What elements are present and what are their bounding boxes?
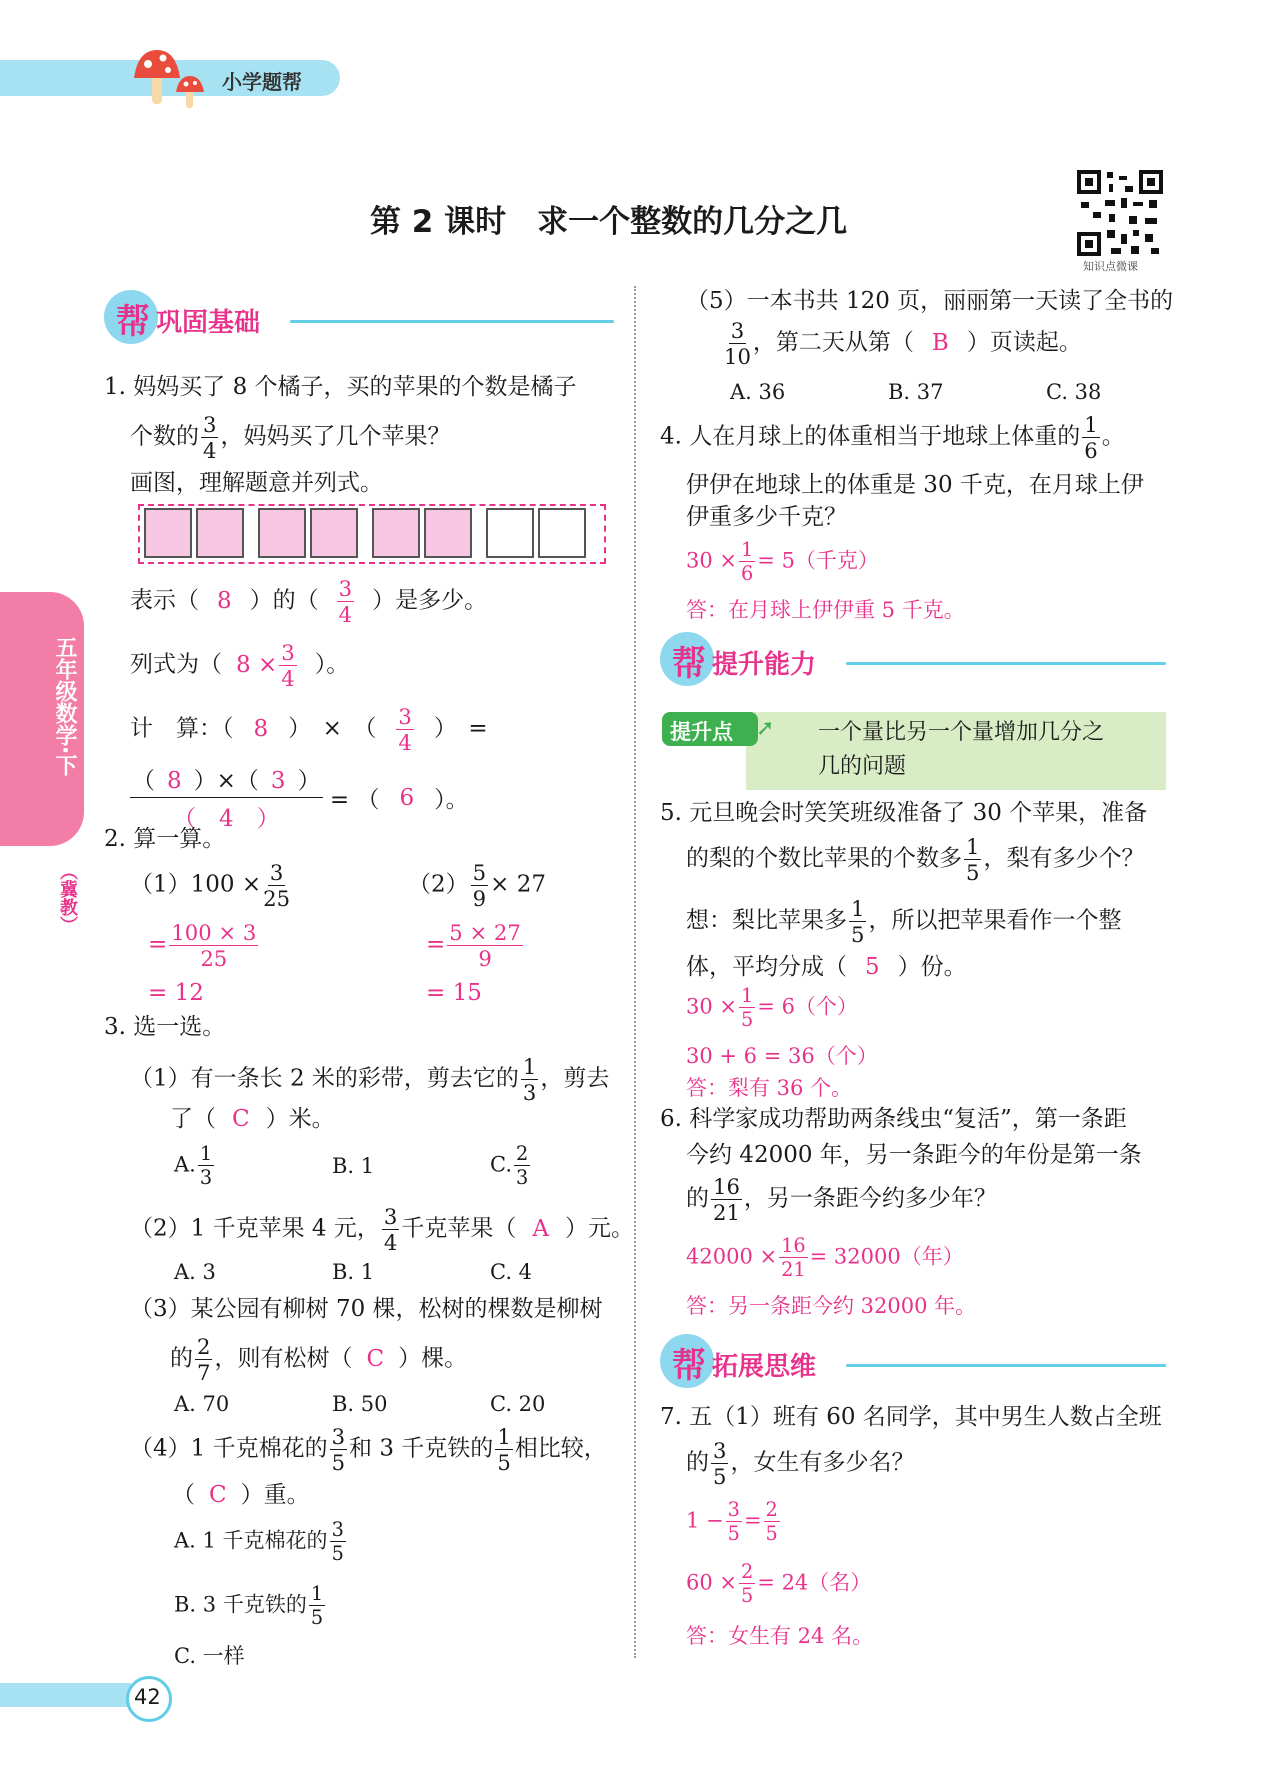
q3-s5-line2: $\frac{3}{10}$ ，第二天从第（ B ）页读起。 (724, 318, 1082, 370)
q6-answer1: 42000 × $\frac{16}{21}$ = 32000（年） (686, 1234, 964, 1282)
q2-part2: （2） $\frac{5}{9}$ × 27 (408, 860, 546, 912)
q3-s5-optA: A. 36 (730, 380, 786, 404)
q6-stem3: 的 $\frac{16}{21}$ ，另一条距今约多少年？ (686, 1174, 997, 1226)
qr-caption: 知识点微课 (1083, 260, 1138, 273)
q3-s4-line1: （4）1 千克棉花的 $\frac{3}{5}$ 和 3 千克铁的 $\frac{1}{5}$ 相比较， (130, 1424, 607, 1476)
q1-stem2: 个数的 $\frac{3}{4}$ ，妈妈买了几个苹果？ (130, 412, 451, 464)
q6-answer2: 答：另一条距今约 32000 年。 (686, 1294, 977, 1318)
q2-part1: （1）100 × $\frac{3}{25}$ (130, 860, 291, 912)
q3-s2-optC: C. 4 (490, 1260, 533, 1284)
q1-row1: 表示（ 8 ）的（ $\frac{3}{4}$ ）是多少。 (130, 576, 488, 628)
q3-s4-optC: C. 一样 (174, 1644, 245, 1668)
q7-answer3: 答：女生有 24 名。 (686, 1624, 874, 1648)
q3-s3-line1: （3）某公园有柳树 70 棵，松树的棵数是柳树 (130, 1296, 603, 1322)
column-divider (634, 286, 636, 1658)
diagram-box (310, 508, 358, 558)
q5-answer2: 30 + 6 = 36（个） (686, 1044, 878, 1068)
q5-stem1: 5. 元旦晚会时笑笑班级准备了 30 个苹果，准备 (660, 800, 1148, 826)
page-title: 第 2 课时 求一个整数的几分之几 (370, 204, 848, 240)
q6-stem1: 6. 科学家成功帮助两条线虫“复活”，第一条距 (660, 1106, 1127, 1132)
qr-code (1075, 168, 1165, 258)
q3-s1-line2: 了（ C ）米。 (170, 1106, 335, 1132)
diagram-box (196, 508, 244, 558)
fraction-diagram (138, 504, 604, 562)
section-extend: 帮 拓展思维 (660, 1334, 1166, 1384)
arrow-icon: ➚ (756, 716, 775, 741)
q3-s4-optB: B. 3 千克铁的 $\frac{1}{5}$ (174, 1582, 324, 1630)
side-tab-text: 五年级数学·下 (52, 636, 77, 777)
q3-s3-optC: C. 20 (490, 1392, 546, 1416)
diagram-box (144, 508, 192, 558)
q5-answer3: 答：梨有 36 个。 (686, 1076, 853, 1100)
q3-s5-optC: C. 38 (1046, 380, 1102, 404)
page-number: 42 (134, 1685, 161, 1709)
q2-part2-step1: = $\frac{5 \times 27}{9}$ (426, 920, 521, 972)
q4-stem3: 伊重多少千克？ (686, 504, 847, 530)
q3-s1-optB: B. 1 (332, 1154, 375, 1178)
q5-think1: 想：梨比苹果多 $\frac{1}{5}$ ，所以把苹果看作一个整 (686, 896, 1122, 948)
q3-s4-optA: A. 1 千克棉花的 $\frac{3}{5}$ (174, 1518, 344, 1566)
q3-s5-optB: B. 37 (888, 380, 944, 404)
q2-part1-step2: = 12 (148, 980, 204, 1006)
q7-stem2: 的 $\frac{3}{5}$ ，女生有多少名？ (686, 1438, 915, 1490)
q3-s5-line1: （5）一本书共 120 页，丽丽第一天读了全书的 (686, 288, 1174, 314)
q3-s1-line1: （1）有一条长 2 米的彩带，剪去它的 $\frac{1}{3}$ ，剪去 (130, 1054, 610, 1106)
q3-s2-optB: B. 1 (332, 1260, 375, 1284)
q2-stem: 2. 算一算。 (104, 826, 226, 852)
diagram-box (424, 508, 472, 558)
q1-row3: 计 算：（ 8 ） × （ $\frac{3}{4}$ ） = (130, 704, 488, 756)
side-tab-edition: （冀教） (57, 862, 78, 934)
diagram-box (486, 508, 534, 558)
q3-s2: （2）1 千克苹果 4 元， $\frac{3}{4}$ 千克苹果（ A ）元。 (130, 1204, 634, 1256)
q4-stem2: 伊伊在地球上的体重是 30 千克，在月球上伊 (686, 472, 1144, 498)
q7-answer1: 1 − $\frac{3}{5}$ = $\frac{2}{5}$ (686, 1498, 778, 1546)
q7-answer2: 60 × $\frac{2}{5}$ = 24（名） (686, 1560, 872, 1608)
q3-s1-optA: A. $\frac{1}{3}$ (174, 1142, 213, 1190)
diagram-box (538, 508, 586, 558)
q1-row2: 列式为（ 8 × $\frac{3}{4}$ ）。 (130, 640, 350, 692)
q3-s4-line2: （ C ）重。 (172, 1482, 310, 1508)
tisheng-text1: 一个量比另一个量增加几分之 (818, 720, 1105, 745)
q3-s2-optA: A. 3 (174, 1260, 216, 1284)
diagram-box (258, 508, 306, 558)
q3-s1-optC: C. $\frac{2}{3}$ (490, 1142, 529, 1190)
diagram-box (372, 508, 420, 558)
q3-stem: 3. 选一选。 (104, 1014, 226, 1040)
q4-stem1: 4. 人在月球上的体重相当于地球上体重的 $\frac{1}{6}$ 。 (660, 412, 1125, 464)
q1-stem3: 画图，理解题意并列式。 (130, 470, 383, 496)
q5-think2: 体，平均分成（ 5 ）份。 (686, 954, 967, 980)
q1-row4: $\frac{( 8 )\times( 3 )}{( 4 )}$ = （ 6 ）。 (130, 762, 469, 833)
mushroom-logo (130, 44, 210, 114)
q4-answer2: 答：在月球上伊伊重 5 千克。 (686, 598, 965, 622)
q2-part1-step1: = $\frac{100 \times 3}{25}$ (148, 920, 257, 972)
section-basic: 帮 巩固基础 (104, 290, 614, 340)
tisheng-label-text: 提升点 (670, 720, 733, 744)
q3-s3-optA: A. 70 (174, 1392, 230, 1416)
brand-label: 小学题帮 (222, 70, 302, 94)
tisheng-text2: 几的问题 (818, 754, 907, 779)
q5-answer1: 30 × $\frac{1}{5}$ = 6（个） (686, 984, 858, 1032)
q5-stem2: 的梨的个数比苹果的个数多 $\frac{1}{5}$ ，梨有多少个？ (686, 834, 1145, 886)
section-improve: 帮 提升能力 (660, 632, 1166, 682)
q3-s3-optB: B. 50 (332, 1392, 388, 1416)
q7-stem1: 7. 五（1）班有 60 名同学，其中男生人数占全班 (660, 1404, 1162, 1430)
q2-part2-step2: = 15 (426, 980, 482, 1006)
q1-stem1: 1. 妈妈买了 8 个橘子，买的苹果的个数是橘子 (104, 374, 577, 400)
q4-answer1: 30 × $\frac{1}{6}$ = 5（千克） (686, 538, 879, 586)
footer-band (0, 1683, 140, 1707)
q3-s3-line2: 的 $\frac{2}{7}$ ，则有松树（ C ）棵。 (170, 1334, 468, 1386)
q6-stem2: 今约 42000 年，另一条距今的年份是第一条 (686, 1142, 1142, 1168)
